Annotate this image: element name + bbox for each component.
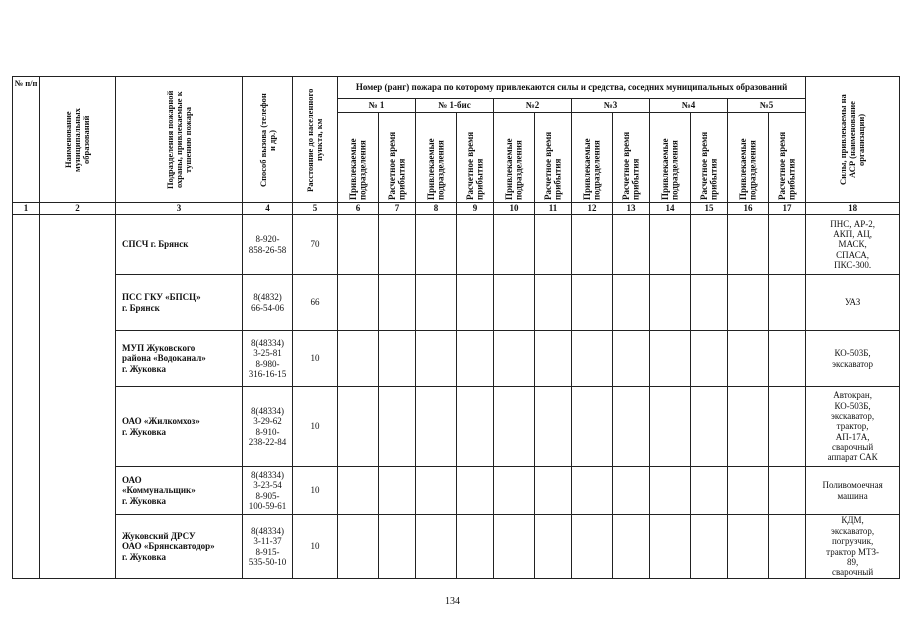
rank-time-cell xyxy=(613,215,650,275)
phone-cell-line: 3-11-37 xyxy=(253,536,282,547)
rank-units-cell xyxy=(494,515,535,579)
header-call-method: Способ вызова (телефон и др.) xyxy=(243,77,293,203)
phone-cell-line: 66-54-06 xyxy=(251,302,284,313)
fire-unit-cell-line: Жуковский ДРСУ xyxy=(122,530,196,541)
sub-time: Расчетное время прибытия xyxy=(691,113,728,203)
col-number: 7 xyxy=(379,203,416,215)
col-number: 11 xyxy=(535,203,572,215)
rank-time-cell xyxy=(613,387,650,467)
col-number: 18 xyxy=(806,203,900,215)
rank-time-cell xyxy=(769,515,806,579)
rank-time-cell xyxy=(535,515,572,579)
sub-units: Привлекаемые подразделения xyxy=(416,113,457,203)
rank-units-cell xyxy=(650,515,691,579)
phone-cell-line: 8-920- xyxy=(255,234,280,245)
col-number: 14 xyxy=(650,203,691,215)
rank-time-cell xyxy=(691,331,728,387)
phone-cell-line: 8-980- xyxy=(255,358,280,369)
col-number: 17 xyxy=(769,203,806,215)
rank-time-cell xyxy=(457,467,494,515)
rank-units-cell xyxy=(416,467,457,515)
col-number: 13 xyxy=(613,203,650,215)
table-row xyxy=(13,387,900,467)
rank-time-cell xyxy=(379,387,416,467)
phone-cell-line: 8(4832) xyxy=(253,292,282,303)
sub-units: Привлекаемые подразделения xyxy=(494,113,535,203)
fire-unit-cell-line: ОАО «Жилкомхоз» xyxy=(122,416,200,427)
sub-units: Привлекаемые подразделения xyxy=(650,113,691,203)
fire-unit-cell xyxy=(116,275,243,331)
asr-forces-cell-line: АП-17А, xyxy=(835,431,870,442)
rank-time-cell xyxy=(457,331,494,387)
rank-time-cell xyxy=(457,275,494,331)
rank-time-cell xyxy=(769,215,806,275)
rank-time-cell xyxy=(691,387,728,467)
rank-units-cell xyxy=(728,215,769,275)
phone-cell-line: 8-910- xyxy=(255,426,280,437)
asr-forces-cell-line: сварочный xyxy=(832,442,874,453)
col-number: 12 xyxy=(572,203,613,215)
phone-cell-line: 535-50-10 xyxy=(248,556,287,567)
phone-cell-line: 238-22-84 xyxy=(248,436,287,447)
distance-cell: 10 xyxy=(293,515,338,579)
fire-unit-cell-line: ОАО «Брянскавтодор» xyxy=(122,541,215,552)
asr-forces-cell xyxy=(806,331,900,387)
rank-time-cell xyxy=(535,387,572,467)
col-number: 16 xyxy=(728,203,769,215)
rank-units-cell xyxy=(416,515,457,579)
rank-time-cell xyxy=(379,515,416,579)
table-row xyxy=(13,467,900,515)
rank-5: №5 xyxy=(728,99,806,113)
rank-time-cell xyxy=(379,215,416,275)
col-number: 9 xyxy=(457,203,494,215)
rank-4: №4 xyxy=(650,99,728,113)
asr-forces-cell-line: трактор, xyxy=(836,421,869,432)
fire-unit-cell xyxy=(116,331,243,387)
fire-unit-cell-line: ОАО xyxy=(122,474,142,485)
rank-time-cell xyxy=(535,215,572,275)
rank-time-cell xyxy=(613,515,650,579)
asr-forces-cell xyxy=(806,387,900,467)
rank-units-cell xyxy=(494,387,535,467)
fire-unit-cell-line: г. Жуковка xyxy=(122,426,167,437)
rank-units-cell xyxy=(494,331,535,387)
fire-unit-cell-line: «Коммунальщик» xyxy=(122,485,196,496)
rank-time-cell xyxy=(769,467,806,515)
rank-time-cell xyxy=(613,275,650,331)
rank-units-cell xyxy=(494,467,535,515)
col-number: 4 xyxy=(243,203,293,215)
phone-cell-line: 316-16-15 xyxy=(248,368,287,379)
distance-cell: 70 xyxy=(293,215,338,275)
asr-forces-cell-line: Поливомоечная xyxy=(822,480,883,491)
phone-cell-line: 858-26-58 xyxy=(248,244,287,255)
phone-cell xyxy=(243,387,293,467)
asr-forces-cell-line: СПАСА, xyxy=(836,249,870,260)
rank-units-cell xyxy=(338,275,379,331)
asr-forces-cell-line: экскаватор, xyxy=(830,525,875,536)
municipality-cell xyxy=(40,215,116,579)
distance-cell: 10 xyxy=(293,331,338,387)
fire-unit-cell xyxy=(116,515,243,579)
asr-forces-cell-line: Автокран, xyxy=(833,390,872,401)
phone-cell xyxy=(243,331,293,387)
sub-units: Привлекаемые подразделения xyxy=(572,113,613,203)
sub-time: Расчетное время прибытия xyxy=(535,113,572,203)
fire-forces-table xyxy=(12,76,900,579)
rank-units-cell xyxy=(728,515,769,579)
sub-time: Расчетное время прибытия xyxy=(613,113,650,203)
rank-time-cell xyxy=(535,331,572,387)
rank-time-cell xyxy=(769,331,806,387)
sub-units: Привлекаемые подразделения xyxy=(728,113,769,203)
col-number: 1 xyxy=(13,203,40,215)
asr-forces-cell xyxy=(806,515,900,579)
phone-cell-line: 3-23-54 xyxy=(253,480,282,491)
fire-unit-cell-line: ПСС ГКУ «БПСЦ» xyxy=(122,292,201,303)
asr-forces-cell-line: ПКС-300. xyxy=(834,260,872,271)
asr-forces-cell-line: ПНС, АР-2, xyxy=(830,218,875,229)
rank-units-cell xyxy=(650,467,691,515)
asr-forces-cell xyxy=(806,215,900,275)
rank-time-cell xyxy=(379,467,416,515)
asr-forces-cell-line: трактор МТЗ- xyxy=(826,546,880,557)
asr-forces-cell-line: 89, xyxy=(846,556,859,567)
col-number: 8 xyxy=(416,203,457,215)
rank-units-cell xyxy=(338,215,379,275)
sub-time: Расчетное время прибытия xyxy=(457,113,494,203)
asr-forces-cell-line: аппарат САК xyxy=(827,452,878,463)
phone-cell xyxy=(243,275,293,331)
rank-units-cell xyxy=(728,467,769,515)
asr-forces-cell-line: МАСК, xyxy=(838,239,867,250)
rank-time-cell xyxy=(535,467,572,515)
rank-units-cell xyxy=(650,215,691,275)
rank-units-cell xyxy=(416,215,457,275)
fire-unit-cell xyxy=(116,387,243,467)
table-body xyxy=(13,215,900,579)
header-num: № п/п xyxy=(13,77,40,203)
phone-cell-line: 3-29-62 xyxy=(253,416,282,427)
rank-time-cell xyxy=(379,331,416,387)
fire-unit-cell xyxy=(116,215,243,275)
phone-cell-line: 8(48334) xyxy=(251,469,284,480)
rank-3: №3 xyxy=(572,99,650,113)
rank-units-cell xyxy=(416,387,457,467)
asr-forces-cell xyxy=(806,467,900,515)
page-number: 134 xyxy=(445,596,460,607)
asr-forces-cell-line: КО-503Б, xyxy=(834,400,871,411)
rank-time-cell xyxy=(691,215,728,275)
rank-units-cell xyxy=(338,467,379,515)
col-number: 6 xyxy=(338,203,379,215)
rank-units-cell xyxy=(572,331,613,387)
distance-cell: 10 xyxy=(293,467,338,515)
rank-units-cell xyxy=(572,215,613,275)
rank-units-cell xyxy=(494,215,535,275)
header-group-title: Номер (ранг) пожара по которому привлекаются силы и средства, соседних муниципальных образований xyxy=(338,77,806,99)
fire-unit-cell xyxy=(116,467,243,515)
sub-time: Расчетное время прибытия xyxy=(379,113,416,203)
asr-forces-cell xyxy=(806,275,900,331)
rank-time-cell xyxy=(379,275,416,331)
asr-forces-cell-line: АКП, АЦ, xyxy=(833,228,872,239)
rank-units-cell xyxy=(416,275,457,331)
rank-time-cell xyxy=(613,467,650,515)
column-numbers-row xyxy=(13,203,900,215)
table-row xyxy=(13,515,900,579)
asr-forces-cell-line: КДМ, xyxy=(841,515,864,526)
header-distance: Расстояние до населенного пункта, км xyxy=(293,77,338,203)
distance-cell: 10 xyxy=(293,387,338,467)
col-number: 5 xyxy=(293,203,338,215)
col-number: 2 xyxy=(40,203,116,215)
rank-time-cell xyxy=(769,275,806,331)
fire-unit-cell-line: района «Водоканал» xyxy=(122,353,206,364)
rank-units-cell xyxy=(728,387,769,467)
rank-units-cell xyxy=(338,515,379,579)
phone-cell-line: 8(48334) xyxy=(251,337,284,348)
fire-unit-cell-line: г. Жуковка xyxy=(122,551,167,562)
table-row xyxy=(13,215,900,275)
rank-time-cell xyxy=(457,387,494,467)
phone-cell-line: 8(48334) xyxy=(251,405,284,416)
fire-unit-cell-line: МУП Жуковского xyxy=(122,342,196,353)
rank-units-cell xyxy=(416,331,457,387)
phone-cell-line: 8-915- xyxy=(255,546,280,557)
rank-units-cell xyxy=(650,275,691,331)
fire-unit-cell-line: СПСЧ г. Брянск xyxy=(122,239,189,250)
rank-time-cell xyxy=(691,467,728,515)
rank-units-cell xyxy=(650,331,691,387)
table-row xyxy=(13,275,900,331)
fire-unit-cell-line: г. Брянск xyxy=(122,302,160,313)
table-row xyxy=(13,331,900,387)
fire-unit-cell-line: г. Жуковка xyxy=(122,495,167,506)
rank-2: №2 xyxy=(494,99,572,113)
col-number: 3 xyxy=(116,203,243,215)
rank-1-bis: № 1-бис xyxy=(416,99,494,113)
asr-forces-cell-line: экскаватор xyxy=(832,358,874,369)
rank-time-cell xyxy=(613,331,650,387)
rank-time-cell xyxy=(457,215,494,275)
phone-cell-line: 8(48334) xyxy=(251,525,284,536)
sub-time: Расчетное время прибытия xyxy=(769,113,806,203)
col-number: 10 xyxy=(494,203,535,215)
asr-forces-cell-line: машина xyxy=(837,490,868,501)
row-num-cell xyxy=(13,215,40,579)
phone-cell xyxy=(243,215,293,275)
fire-unit-cell-line: г. Жуковка xyxy=(122,363,167,374)
rank-time-cell xyxy=(457,515,494,579)
header-municipality: Наименование муниципальных образований xyxy=(40,77,116,203)
phone-cell xyxy=(243,467,293,515)
phone-cell-line: 8-905- xyxy=(255,490,280,501)
rank-units-cell xyxy=(338,331,379,387)
col-number: 15 xyxy=(691,203,728,215)
header-asr-forces: Силы, привлекаемы на АСР (наименование организации) xyxy=(806,77,900,203)
sub-units: Привлекаемые подразделения xyxy=(338,113,379,203)
rank-time-cell xyxy=(535,275,572,331)
asr-forces-cell-line: УАЗ xyxy=(844,297,861,308)
phone-cell xyxy=(243,515,293,579)
rank-units-cell xyxy=(572,275,613,331)
phone-cell-line: 100-59-61 xyxy=(248,500,287,511)
rank-units-cell xyxy=(338,387,379,467)
asr-forces-cell-line: погрузчик, xyxy=(831,536,874,547)
phone-cell-line: 3-25-81 xyxy=(253,348,282,359)
header-fire-units: Подразделения пожарной охраны, привлекаемые к тушению пожара xyxy=(116,77,243,203)
rank-units-cell xyxy=(494,275,535,331)
asr-forces-cell-line: сварочный xyxy=(832,567,874,578)
rank-units-cell xyxy=(728,331,769,387)
asr-forces-cell-line: экскаватор, xyxy=(830,410,875,421)
rank-units-cell xyxy=(572,515,613,579)
rank-time-cell xyxy=(691,515,728,579)
rank-units-cell xyxy=(650,387,691,467)
rank-1: № 1 xyxy=(338,99,416,113)
rank-units-cell xyxy=(572,467,613,515)
rank-units-cell xyxy=(572,387,613,467)
rank-time-cell xyxy=(691,275,728,331)
distance-cell: 66 xyxy=(293,275,338,331)
rank-time-cell xyxy=(769,387,806,467)
rank-units-cell xyxy=(728,275,769,331)
asr-forces-cell-line: КО-503Б, xyxy=(834,348,871,359)
